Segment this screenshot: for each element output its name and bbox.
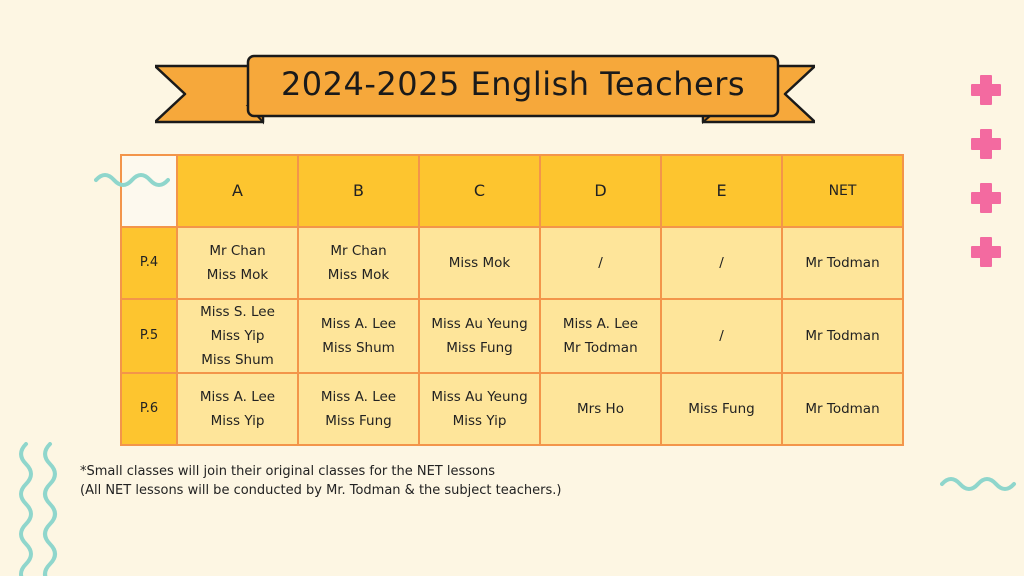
column-header-a: A (177, 155, 298, 227)
teacher-name: Mr Todman (805, 255, 880, 271)
teacher-name: Mr Chan (209, 243, 266, 259)
teacher-name: Miss Mok (448, 255, 511, 271)
teacher-name: Mr Todman (563, 340, 638, 356)
teacher-name: Mr Todman (805, 401, 880, 417)
teacher-name: Miss Yip (210, 328, 265, 344)
table-cell (661, 299, 782, 373)
table-cell (298, 373, 419, 445)
table-cell (782, 299, 903, 373)
table-cell (782, 227, 903, 299)
grade-label: P.6 (121, 373, 177, 445)
teacher-name: Miss A. Lee (320, 389, 397, 405)
table-cell (177, 299, 298, 373)
teacher-name: Miss Mok (206, 267, 269, 283)
table-row (121, 227, 903, 299)
teacher-name: Miss Fung (325, 413, 392, 429)
footnote (80, 462, 561, 500)
teacher-name: / (598, 255, 603, 271)
plus-icon (970, 74, 1002, 106)
table-cell (419, 227, 540, 299)
column-header-c: C (419, 155, 540, 227)
teacher-name: Mr Chan (330, 243, 387, 259)
footnote-line: (All NET lessons will be conducted by Mr. Todman & the subject teachers.) (80, 483, 562, 498)
teacher-name: Miss Yip (210, 413, 265, 429)
table-cell (419, 373, 540, 445)
plus-icon (970, 128, 1002, 160)
teacher-name: / (719, 255, 724, 271)
teacher-name: Mr Todman (805, 328, 880, 344)
teacher-name: / (719, 328, 724, 344)
teacher-name: Miss Shum (201, 352, 274, 368)
table-cell (298, 227, 419, 299)
teacher-name: Miss A. Lee (199, 389, 276, 405)
table-row (121, 299, 903, 373)
teacher-name: Mrs Ho (577, 401, 624, 417)
table-cell (661, 227, 782, 299)
table-cell (540, 373, 661, 445)
teacher-name: Miss Au Yeung (431, 316, 528, 332)
teacher-name: Miss Au Yeung (431, 389, 528, 405)
table-row (121, 373, 903, 445)
squiggle-icon (940, 474, 1018, 494)
teacher-name: Miss Fung (446, 340, 513, 356)
table-cell (177, 227, 298, 299)
teacher-name: Miss S. Lee (200, 304, 275, 320)
squiggle-icon (94, 170, 170, 190)
column-header-e: E (661, 155, 782, 227)
table-cell (540, 299, 661, 373)
grade-label: P.4 (121, 227, 177, 299)
column-header-net: NET (782, 155, 903, 227)
table-cell (177, 373, 298, 445)
plus-icon (970, 182, 1002, 214)
column-header-d: D (540, 155, 661, 227)
table-cell (661, 373, 782, 445)
page-title: 2024-2025 English Teachers (280, 65, 746, 103)
table-cell (298, 299, 419, 373)
teacher-name: Miss Mok (327, 267, 390, 283)
teacher-name: Miss Fung (688, 401, 755, 417)
teacher-name: Miss Shum (322, 340, 395, 356)
table-corner-cell (121, 155, 177, 227)
table-cell (782, 373, 903, 445)
squiggle-icon (14, 442, 62, 576)
grade-label: P.5 (121, 299, 177, 373)
teacher-table (120, 154, 904, 446)
plus-icon (970, 236, 1002, 268)
table-header-row (121, 155, 903, 227)
table-cell (419, 299, 540, 373)
footnote-line: *Small classes will join their original classes for the NET lessons (80, 464, 495, 479)
teacher-name: Miss Yip (452, 413, 507, 429)
teacher-name: Miss A. Lee (320, 316, 397, 332)
teacher-name: Miss A. Lee (562, 316, 639, 332)
column-header-b: B (298, 155, 419, 227)
table-cell (540, 227, 661, 299)
